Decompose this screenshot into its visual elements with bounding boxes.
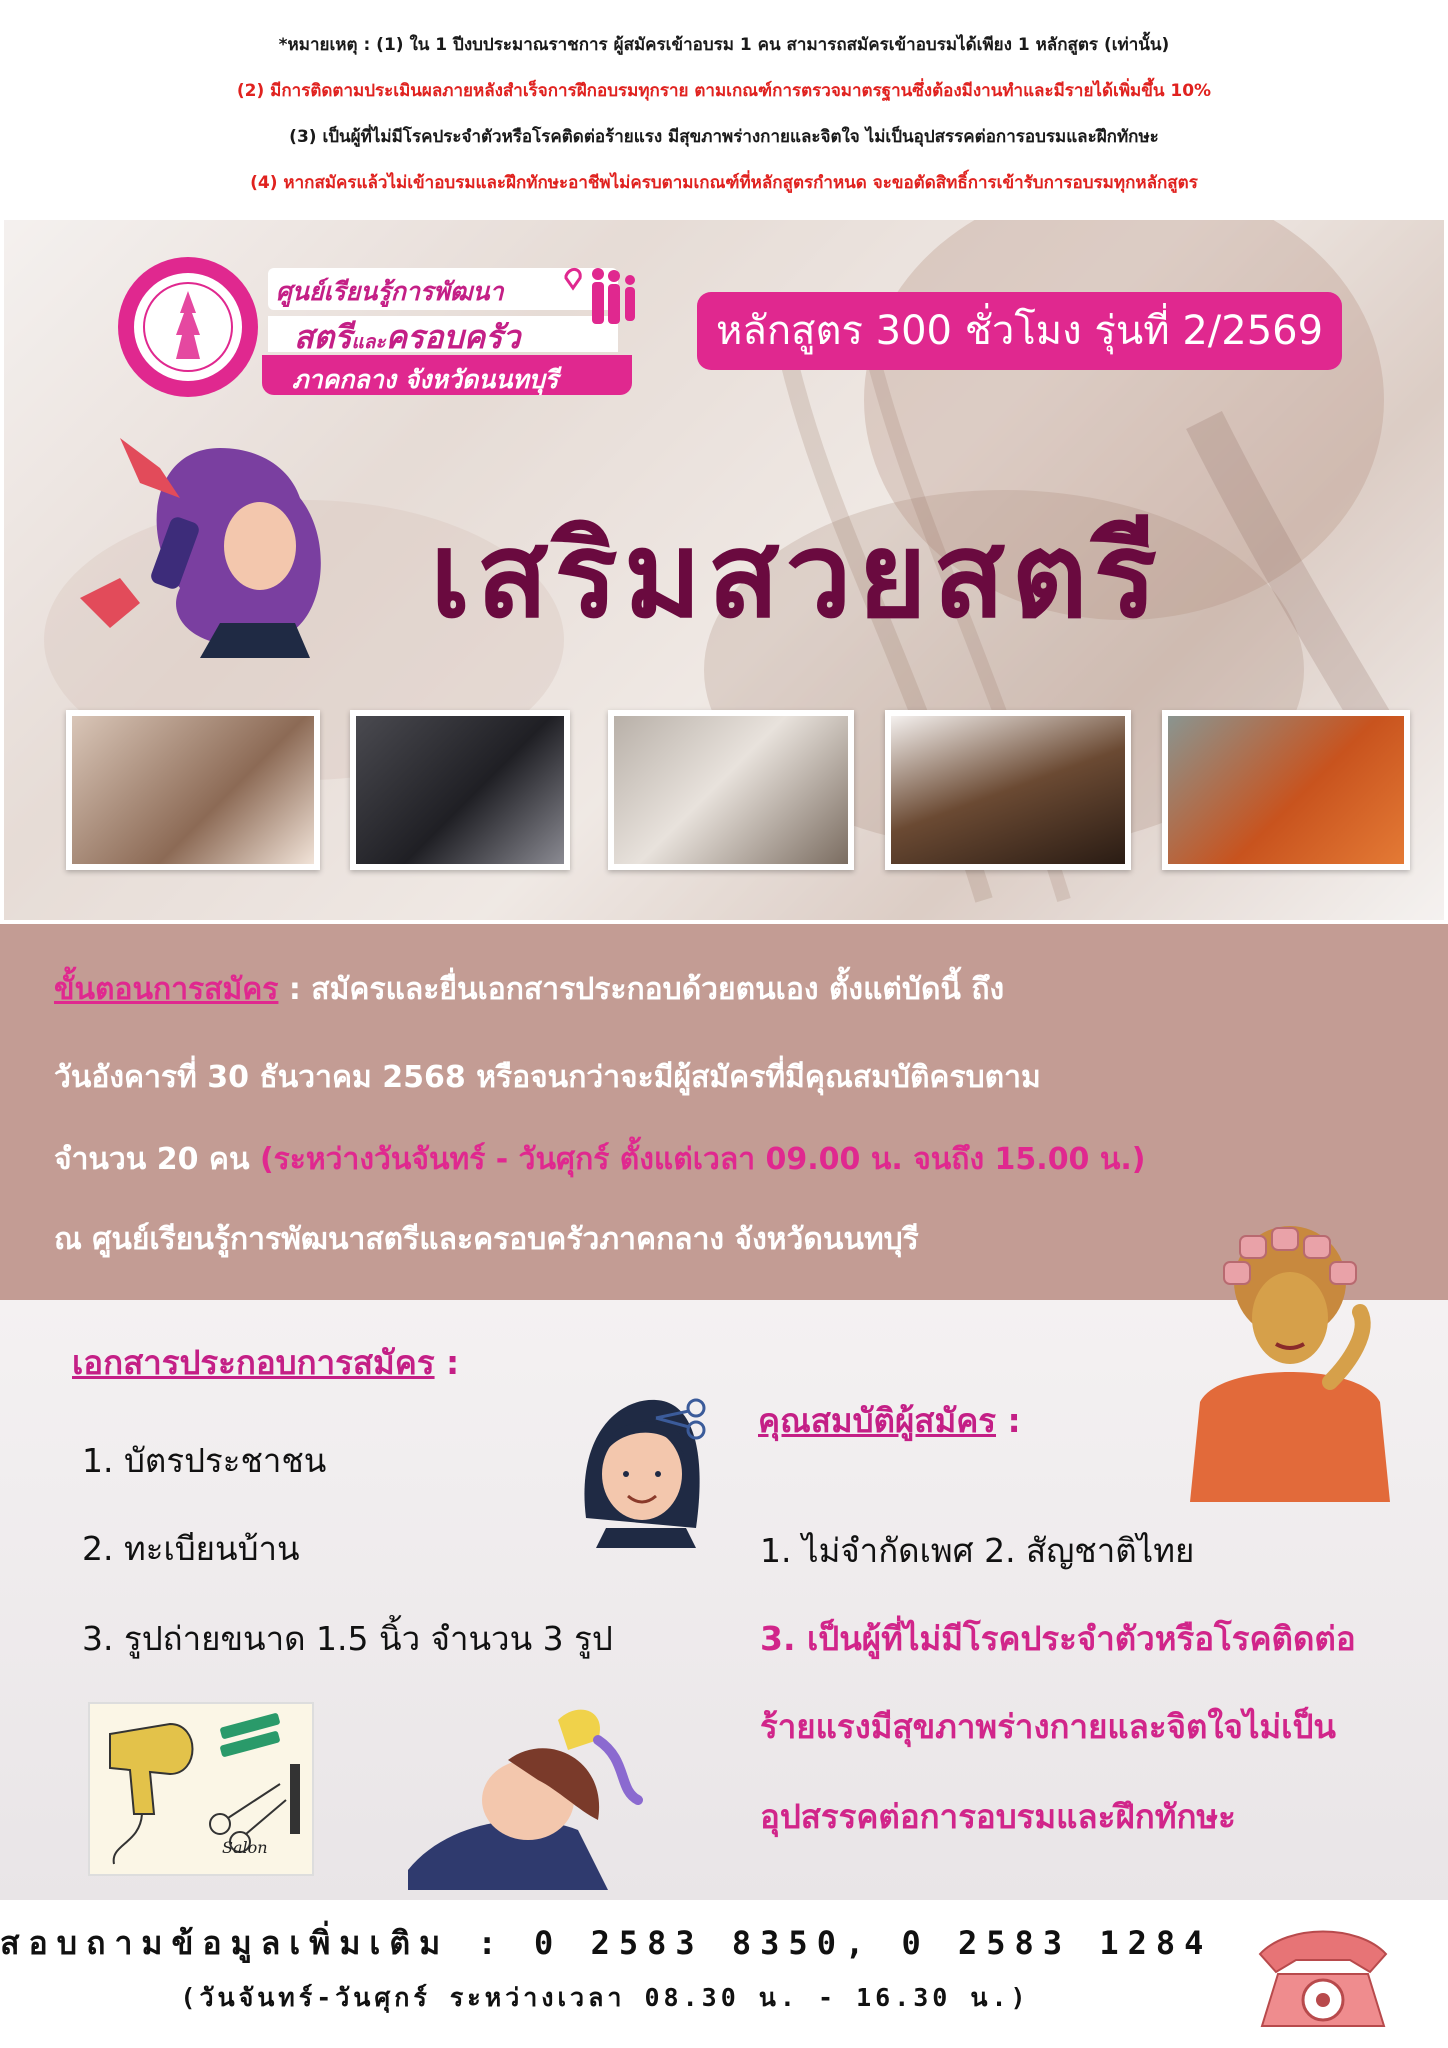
logo-word-women: สตรี [294, 318, 352, 356]
photo-hair-washing [66, 710, 320, 870]
salon-tools-card [88, 1702, 314, 1876]
registration-line-4: ณ ศูนย์เรียนรู้การพัฒนาสตรีและครอบครัวภาคกลาง จังหวัดนนทบุรี [54, 1222, 919, 1257]
hairstyling-woman-icon [80, 428, 360, 668]
photo-hair-cutting [350, 710, 570, 870]
photo-hair-coloring [885, 710, 1131, 870]
documents-heading-colon: : [434, 1343, 460, 1382]
note-line-2: (2) มีการติดตามประเมินผลภายหลังสำเร็จการฝึกอบรมทุกราย ตามเกณฑ์การตรวจมาตรฐานซึ่งต้องมีงานทำและมีรายได้เพิ่มขึ้น 10% [236, 81, 1212, 101]
registration-hours: (ระหว่างวันจันทร์ - วันศุกร์ ตั้งแต่เวลา 09.00 น. จนถึง 15.00 น.) [259, 1142, 1146, 1177]
documents-heading-text: เอกสารประกอบการสมัคร [72, 1343, 435, 1382]
logo-word-and: และ [351, 331, 386, 353]
qualifications-heading-colon: : [996, 1401, 1021, 1440]
seal-inner [132, 271, 244, 383]
salon-label: Salon [222, 1838, 268, 1857]
photo-hair-straightening [1162, 710, 1410, 870]
notes-block [0, 22, 1448, 206]
note-line-1: *หมายเหตุ : (1) ใน 1 ปีงบประมาณราชการ ผู้สมัครเข้าอบรม 1 คน สามารถสมัครเข้าอบรมได้เพียง 1 หลักสูตร (เท่านั้น) [278, 35, 1170, 55]
qualification-item-3-line-1: 3. เป็นผู้ที่ไม่มีโรคประจำตัวหรือโรคติดต่อ [760, 1619, 1356, 1658]
registration-heading: ขั้นตอนการสมัคร [54, 972, 279, 1007]
contact-hours: (วันจันทร์-วันศุกร์ ระหว่างเวลา 08.30 น. - 16.30 น.) [180, 1983, 1030, 2012]
logo-word-family: ครอบครัว [385, 318, 521, 356]
qualifications-heading-text: คุณสมบัติผู้สมัคร [758, 1401, 996, 1440]
qualification-item-3-line-3: อุปสรรคต่อการอบรมและฝึกทักษะ [760, 1797, 1236, 1836]
note-line-3: (3) เป็นผู้ที่ไม่มีโรคประจำตัวหรือโรคติดต่อร้ายแรง มีสุขภาพร่างกายและจิตใจ ไม่เป็นอุปสรรคต่อการอบรมและฝึกทักษะ [289, 127, 1159, 147]
registration-line-3-text: จำนวน 20 คน [54, 1142, 260, 1177]
qualification-item-3-line-2: ร้ายแรงมีสุขภาพร่างกายและจิตใจไม่เป็น [760, 1707, 1336, 1746]
logo-line-3: ภาคกลาง จังหวัดนนทบุรี [292, 365, 559, 394]
logo-line-2 [294, 312, 520, 363]
note-line-4: (4) หากสมัครแล้วไม่เข้าอบรมและฝึกทักษะอาชีพไม่ครบตามเกณฑ์ที่หลักสูตรกำหนด จะขอตัดสิทธิ์การเข้ารับการอบรมทุกหลักสูตร [250, 173, 1198, 193]
document-item-2: 2. ทะเบียนบ้าน [82, 1529, 300, 1568]
registration-line-1-text: : สมัครและยื่นเอกสารประกอบด้วยตนเอง ตั้งแต่บัดนี้ ถึง [278, 972, 1005, 1007]
logo-line-1: ศูนย์เรียนรู้การพัฒนา [276, 277, 504, 306]
registration-line-1 [54, 966, 1004, 1013]
photo-hair-foiling [608, 710, 854, 870]
hair-dryer-icon [90, 1704, 312, 1874]
qualifications-heading [758, 1394, 1021, 1447]
contact-line: สอบถามข้อมูลเพิ่มเติม : 0 2583 8350, 0 2583 1284 [0, 1924, 1213, 1962]
course-badge: หลักสูตร 300 ชั่วโมง รุ่นที่ 2/2569 [697, 292, 1342, 370]
registration-line-2: วันอังคารที่ 30 ธันวาคม 2568 หรือจนกว่าจะมีผู้สมัครที่มีคุณสมบัติครบตาม [54, 1060, 1041, 1095]
qualification-item-1: 1. ไม่จำกัดเพศ 2. สัญชาติไทย [760, 1531, 1195, 1570]
family-figures-icon [560, 262, 640, 352]
documents-heading [72, 1336, 459, 1389]
woman-scissors-icon [556, 1378, 716, 1558]
hair-washing-woman-icon [408, 1700, 658, 1900]
telephone-icon [1248, 1914, 1398, 2034]
course-title: เสริมสวยสตรี [430, 506, 1163, 644]
document-item-1: 1. บัตรประชาชน [82, 1441, 327, 1480]
registration-line-3 [54, 1136, 1146, 1183]
document-item-3: 3. รูปถ่ายขนาด 1.5 นิ้ว จำนวน 3 รูป [82, 1619, 613, 1658]
curler-woman-icon [1180, 1222, 1400, 1502]
